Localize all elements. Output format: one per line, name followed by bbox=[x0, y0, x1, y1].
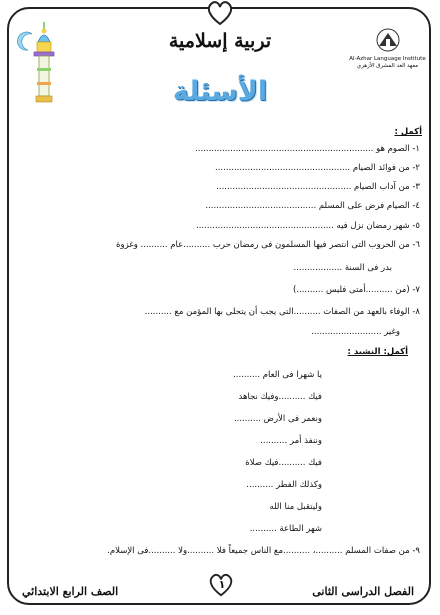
question-3: ٣- من آداب الصيام .................................................. bbox=[216, 182, 420, 192]
nasheed-line-7: وليتقبل منا الله bbox=[269, 502, 322, 512]
nasheed-line-5: فيك ..........فيك صلاة bbox=[245, 458, 322, 468]
question-8: ٨- الوفاء بالعهد من الصفات ..........التى يجب أن يتحلى بها المؤمن مع .......... bbox=[144, 307, 420, 317]
question-4: ٤- الصيام فرض على المسلم ......................................... bbox=[205, 201, 420, 211]
question-9: ٩- من صفات المسلم ..........، ..........مع الناس جميعاً فلا ..........ولا ..........فى الإسلام. bbox=[107, 546, 420, 556]
question-6-continued: بدر فى السنة .................. bbox=[293, 263, 392, 273]
page-number: ١ bbox=[218, 578, 226, 591]
subject-title: تربية إسلامية bbox=[168, 30, 272, 52]
nasheed-line-8: شهر الطاعة .......... bbox=[249, 524, 322, 534]
logo-name: Al-Azhar Language Institute bbox=[349, 56, 426, 62]
question-1: ١- الصوم هو .................................................................. bbox=[195, 144, 420, 154]
question-6: ٦- من الحروب التى انتصر فيها المسلمون فى رمضان حرب ..........عام .......... وغزوة bbox=[116, 240, 420, 250]
institute-logo bbox=[345, 28, 430, 70]
nasheed-line-2: فيك ..........وفيك نجاهد bbox=[238, 392, 322, 402]
question-5: ٥- شهر رمضان نزل فيه ................................................... bbox=[196, 221, 420, 231]
logo-emblem-icon bbox=[367, 28, 409, 52]
question-7: ٧- (من ..........أمتى فليس ..........) bbox=[293, 285, 420, 295]
nasheed-line-1: يا شهرا فى العام .......... bbox=[233, 370, 322, 380]
nasheed-line-6: وكذلك الفطر .......... bbox=[246, 480, 322, 490]
footer-term: الفصل الدراسى الثانى bbox=[312, 585, 414, 598]
heart-icon bbox=[206, 0, 234, 26]
nasheed-heading: أكمل: النشيد : bbox=[347, 347, 408, 357]
nasheed-line-3: ونعمر فى الأرض .......... bbox=[233, 414, 322, 424]
nasheed-line-4: وننفذ أمر .......... bbox=[260, 436, 322, 446]
logo-arabic: معهد الغد المشرق الأزهري bbox=[356, 63, 419, 69]
complete-heading: أكمل : bbox=[394, 127, 422, 137]
question-8-continued: وغير .......................... bbox=[311, 327, 400, 337]
footer-grade: الصف الرابع الابتدائي bbox=[22, 585, 119, 598]
question-2: ٢- من فوائد الصيام .................................................. bbox=[215, 163, 420, 173]
page-title: الأسئلة bbox=[172, 76, 268, 107]
